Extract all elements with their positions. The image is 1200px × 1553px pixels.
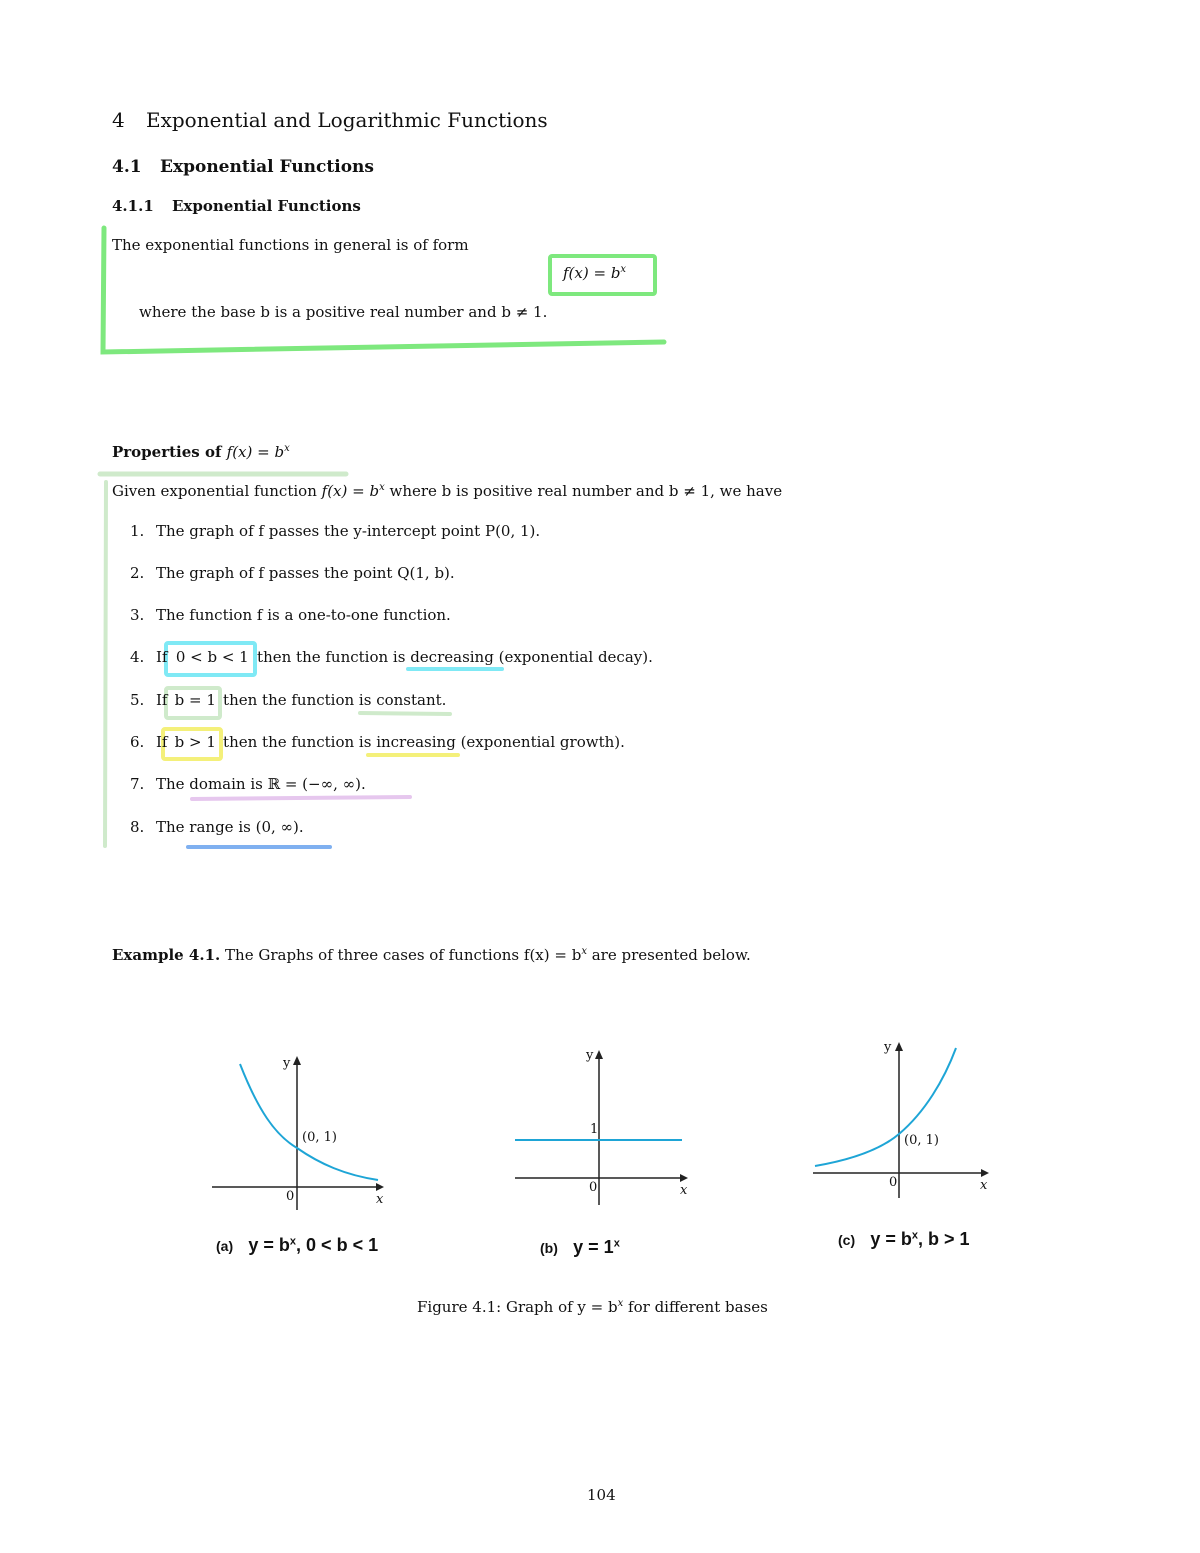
properties-given-a: Given exponential function bbox=[112, 482, 317, 500]
panel-b-origin-label: 0 bbox=[589, 1180, 598, 1195]
properties-given-b: where b is positive real number and b ≠ 1, we have bbox=[389, 482, 783, 500]
panel-a-point-label: (0, 1) bbox=[302, 1130, 337, 1145]
properties-given-exp: x bbox=[379, 482, 385, 493]
panel-a-exp: x bbox=[289, 1235, 297, 1248]
property-item: 3. The function f is a one-to-one function. bbox=[130, 606, 451, 624]
property-condition: b = 1 bbox=[174, 691, 216, 709]
panel-a-curve bbox=[240, 1064, 378, 1180]
panel-c-tag: (c) bbox=[838, 1232, 856, 1248]
definition-note: where the base b is a positive real number and b ≠ 1. bbox=[139, 303, 548, 321]
property-item: 1. The graph of f passes the y-intercept point P(0, 1). bbox=[130, 522, 541, 540]
panel-c-exp: x bbox=[911, 1229, 919, 1242]
section-number: 4.1 bbox=[112, 157, 142, 177]
figure-caption-exp: x bbox=[617, 1298, 624, 1309]
panel-a-x-arrow bbox=[376, 1183, 384, 1191]
property-condition: b > 1 bbox=[174, 733, 216, 751]
panel-a-y-arrow bbox=[293, 1056, 301, 1065]
panel-b-x-arrow bbox=[680, 1174, 688, 1182]
panel-b-caption bbox=[540, 1237, 620, 1258]
panel-c-origin-label: 0 bbox=[889, 1175, 898, 1190]
property-item: 8. The range is (0, ∞). bbox=[130, 818, 304, 836]
panel-b-graph bbox=[515, 1050, 688, 1205]
panel-c-caption bbox=[838, 1229, 970, 1250]
panel-a-cond: , 0 < b < 1 bbox=[296, 1235, 379, 1255]
example-exp: x bbox=[581, 946, 587, 957]
example-label: Example 4.1. bbox=[112, 946, 221, 964]
panel-a-origin-label: 0 bbox=[286, 1189, 295, 1204]
panel-c-x-label: x bbox=[980, 1178, 988, 1193]
subsection-number: 4.1.1 bbox=[112, 197, 154, 215]
panel-b-y-arrow bbox=[595, 1050, 603, 1059]
panel-b-tick-label: 1 bbox=[590, 1122, 599, 1137]
page-number: 104 bbox=[587, 1486, 616, 1504]
panel-b-label: y = 1 bbox=[573, 1237, 614, 1257]
panel-a-graph bbox=[212, 1056, 384, 1210]
properties-heading-math: f(x) = b bbox=[226, 443, 285, 461]
definition-formula-base: f(x) = b bbox=[563, 264, 621, 282]
panel-b-tag: (b) bbox=[540, 1240, 558, 1256]
panel-c-x-arrow bbox=[981, 1169, 989, 1177]
figure-caption-text: Figure 4.1: Graph of y = b bbox=[417, 1298, 618, 1316]
panel-c-graph bbox=[813, 1042, 989, 1198]
subsection-title-text: Exponential Functions bbox=[172, 197, 361, 215]
property-item: 2. The graph of f passes the point Q(1, b). bbox=[130, 564, 455, 582]
properties-heading-text: Properties of bbox=[112, 443, 222, 461]
panel-a-caption bbox=[216, 1235, 378, 1256]
property-item: 7. The domain is ℝ = (−∞, ∞). bbox=[130, 775, 366, 793]
properties-heading-exp: x bbox=[284, 443, 290, 454]
panel-a-tag: (a) bbox=[216, 1238, 234, 1254]
panel-c-y-label: y bbox=[884, 1040, 892, 1055]
example-text: The Graphs of three cases of functions f(x) = b bbox=[225, 946, 582, 964]
property-item: 6. If b > 1 then the function is increasing (exponential growth). bbox=[130, 733, 625, 751]
panel-b-y-label: y bbox=[586, 1048, 594, 1063]
panel-b-exp: x bbox=[613, 1237, 620, 1250]
panel-c-y-arrow bbox=[895, 1042, 903, 1051]
panel-c-cond: , b > 1 bbox=[918, 1229, 970, 1249]
example-text-tail: are presented below. bbox=[591, 946, 751, 964]
figure-caption-tail: for different bases bbox=[628, 1298, 768, 1316]
figure-caption bbox=[417, 1298, 768, 1316]
panel-b-x-label: x bbox=[680, 1183, 688, 1198]
property-item: 5. If b = 1 then the function is constant. bbox=[130, 691, 447, 709]
property-item: 4. If 0 < b < 1 then the function is decreasing (exponential decay). bbox=[130, 648, 653, 666]
property-condition: 0 < b < 1 bbox=[175, 648, 249, 666]
panel-c-curve bbox=[815, 1048, 956, 1166]
chapter-number: 4 bbox=[112, 108, 125, 132]
panel-a-x-label: x bbox=[376, 1192, 384, 1207]
properties-given-math: f(x) = b bbox=[321, 482, 380, 500]
section-title-text: Exponential Functions bbox=[160, 157, 374, 177]
panel-c-label: y = b bbox=[870, 1229, 912, 1249]
definition-formula-exp: x bbox=[620, 264, 627, 275]
panel-a-label: y = b bbox=[248, 1235, 290, 1255]
panel-a-y-label: y bbox=[283, 1056, 291, 1071]
chapter-title-text: Exponential and Logarithmic Functions bbox=[146, 108, 548, 132]
panel-c-point-label: (0, 1) bbox=[904, 1133, 939, 1148]
definition-intro: The exponential functions in general is of form bbox=[112, 236, 469, 254]
